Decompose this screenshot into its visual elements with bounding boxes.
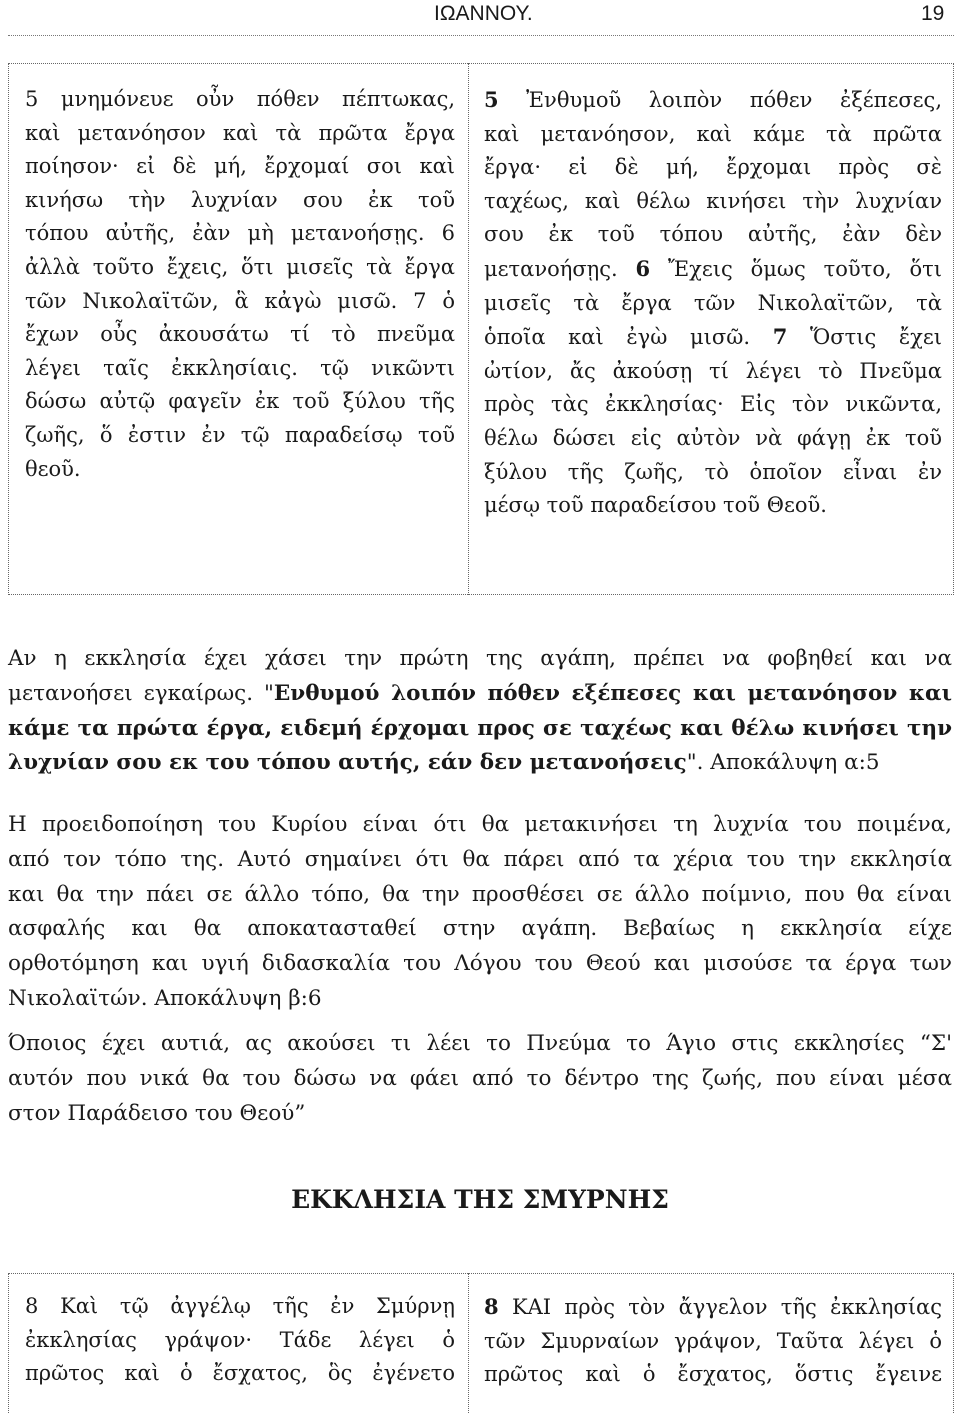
paragraph-line: στον Παράδεισο του Θεού” — [8, 1100, 306, 1126]
verse-number: 8 — [484, 1294, 499, 1319]
verse-line: θέλω δώσει εἰς αὐτὸν νὰ φάγῃ ἐκ τοῦ — [484, 425, 942, 450]
quote-bold: Ενθυμού λοιπόν πόθεν εξέπεσες και μετανόησον και — [273, 680, 952, 706]
paragraph-line — [8, 677, 952, 712]
verse-table-1-divider — [468, 63, 469, 595]
paragraph-line — [8, 746, 952, 781]
verse-column-translation-1 — [484, 83, 942, 523]
page-header — [0, 0, 960, 30]
verse-table-2-divider — [468, 1273, 469, 1413]
verse-column-ancient-1 — [25, 83, 455, 486]
verse-line — [484, 1290, 942, 1325]
verse-line: λέγει ταῖς ἐκκλησίαις. τῷ νικῶντι — [25, 355, 455, 380]
verse-line: ἐκκλησίας γράψον· Τάδε λέγει ὁ — [25, 1327, 455, 1352]
verse-line: 5 μνημόνευε οὖν πόθεν πέπτωκας, — [25, 87, 455, 111]
commentary-paragraph-1 — [8, 642, 952, 781]
verse-line: κινήσω τὴν λυχνίαν σου ἐκ τοῦ — [25, 187, 455, 212]
commentary-paragraph-2 — [8, 808, 952, 1017]
paragraph-line: αυτόν που νικά θα του δώσω να φάει από το δέντρο της ζωής, που είναι μέσα — [8, 1065, 952, 1091]
paragraph-line: Η προειδοποίηση του Κυρίου είναι ότι θα μετακινήσει τη λυχνία του ποιμένα, — [8, 812, 952, 837]
verse-line: δώσω αὐτῷ φαγεῖν ἐκ τοῦ ξύλου τῆς — [25, 389, 455, 414]
plain-text: ". Αποκάλυψη α:5 — [686, 750, 880, 776]
verse-line: μετανοήσῃς. 6 Ἔχεις ὅμως τοῦτο, ὅτι — [484, 255, 942, 281]
paragraph-line: από τον τόπο της. Αυτό σημαίνει ότι θα πάρει από τα χέρια του την εκκλησία — [8, 846, 952, 872]
paragraph-line: ασφαλής και θα αποκατασταθεί στην αγάπη. Βεβαίως η εκκλησία είχε — [8, 916, 952, 942]
verse-line: ὠτίον, ἄς ἀκούσῃ τί λέγει τὸ Πνεῦμα — [484, 358, 942, 383]
plain-text: μετανοήσει εγκαίρως. " — [8, 680, 274, 706]
verse-line: ἔχων οὖς ἀκουσάτω τί τὸ πνεῦμα — [25, 322, 455, 347]
paragraph-line: Νικολαϊτών. Αποκάλυψη β:6 — [8, 985, 322, 1011]
verse-number: 5 — [484, 87, 499, 112]
section-heading: ΕΚΚΛΗΣΙΑ ΤΗΣ ΣΜΥΡΝΗΣ — [291, 1185, 669, 1214]
verse-line: καὶ μετανόησον, καὶ κάμε τὰ πρῶτα — [484, 121, 942, 146]
verse-number: 7 — [772, 324, 788, 350]
verse-number: 6 — [635, 255, 651, 281]
verse-line: μέσῳ τοῦ παραδείσου τοῦ Θεοῦ. — [484, 493, 827, 518]
verse-line: πρῶτος καὶ ὁ ἔσχατος, ὃς ἐγένετο — [25, 1361, 455, 1386]
verse-line: σου ἐκ τοῦ τόπου αὐτῆς, ἐὰν δὲν — [484, 222, 942, 247]
paragraph-line: Αν η εκκλησία έχει χάσει την πρώτη της αγάπη, πρέπει να φοβηθεί και να — [8, 646, 952, 671]
verse-line: τῶν Νικολαϊτῶν, ἃ κἀγὼ μισῶ. 7 ὁ — [25, 288, 455, 313]
verse-line: θεοῦ. — [25, 456, 81, 481]
verse-line: ὁποῖα καὶ ἐγὼ μισῶ. 7 Ὅστις ἔχει — [484, 324, 942, 350]
verse-line: 8 Καὶ τῷ ἀγγέλῳ τῆς ἐν Σμύρνῃ — [25, 1294, 455, 1318]
header-divider — [8, 35, 954, 36]
verse-line: ἀλλὰ τοῦτο ἔχεις, ὅτι μισεῖς τὰ ἔργα — [25, 254, 455, 279]
paragraph-line: ορθοτόμηση και υγιή διδασκαλία του Λόγου του Θεού και μισούσε τα έργα των — [8, 951, 952, 977]
verse-line: τόπου αὐτῆς, ἐὰν μὴ μετανοήσῃς. 6 — [25, 221, 455, 246]
verse-line: μισεῖς τὰ ἔργα τῶν Νικολαϊτῶν, τὰ — [484, 290, 942, 315]
verse-line: ποίησον· εἰ δὲ μή, ἔρχομαί σοι καὶ — [25, 154, 455, 179]
commentary-paragraph-3 — [8, 1027, 952, 1131]
quote-bold: κάμε τα πρώτα έργα, ειδεμή έρχομαι προς σε ταχέως και θέλω κινήσει την — [8, 715, 952, 741]
verse-text: ΚΑΙ πρὸς τὸν ἄγγελον τῆς ἐκκλησίας — [498, 1295, 942, 1319]
verse-line: ζωῆς, ὅ ἐστιν ἐν τῷ παραδείσῳ τοῦ — [25, 422, 455, 447]
paragraph-line — [8, 712, 952, 747]
page-number: 19 — [921, 2, 945, 25]
paragraph-line: Όποιος έχει αυτιά, ας ακούσει τι λέει το Πνεύμα το Άγιο στις εκκλησίες “Σ' — [8, 1031, 952, 1056]
quote-bold: λυχνίαν σου εκ του τόπου αυτής, εάν δεν μετανοήσεις — [8, 750, 687, 776]
verse-line: 5 Ἐνθυμοῦ λοιπὸν πόθεν ἐξέπεσες, — [484, 87, 942, 112]
verse-line: τῶν Σμυρναίων γράψον, Ταῦτα λέγει ὁ — [484, 1328, 942, 1353]
verse-column-ancient-2 — [25, 1290, 455, 1391]
verse-line: ξύλου τῆς ζωῆς, τὸ ὁποῖον εἶναι ἐν — [484, 459, 942, 484]
paragraph-line: και θα την πάει σε άλλο τόπο, θα την προσθέσει σε άλλο ποίμνιο, που θα είναι — [8, 881, 952, 907]
verse-line: ταχέως, καὶ θέλω κινήσει τὴν λυχνίαν — [484, 188, 942, 213]
verse-line: πρῶτος καὶ ὁ ἔσχατος, ὅστις ἔγεινε — [484, 1362, 942, 1387]
verse-line: πρὸς τὰς ἐκκλησίας· Εἰς τὸν νικῶντα, — [484, 392, 942, 417]
verse-column-translation-2 — [484, 1290, 942, 1392]
header-title: ΙΩΑΝΝΟΥ. — [434, 2, 533, 25]
verse-line: ἔργα· εἰ δὲ μή, ἔρχομαι πρὸς σὲ — [484, 155, 942, 180]
verse-line: καὶ μετανόησον καὶ τὰ πρῶτα ἔργα — [25, 120, 455, 145]
